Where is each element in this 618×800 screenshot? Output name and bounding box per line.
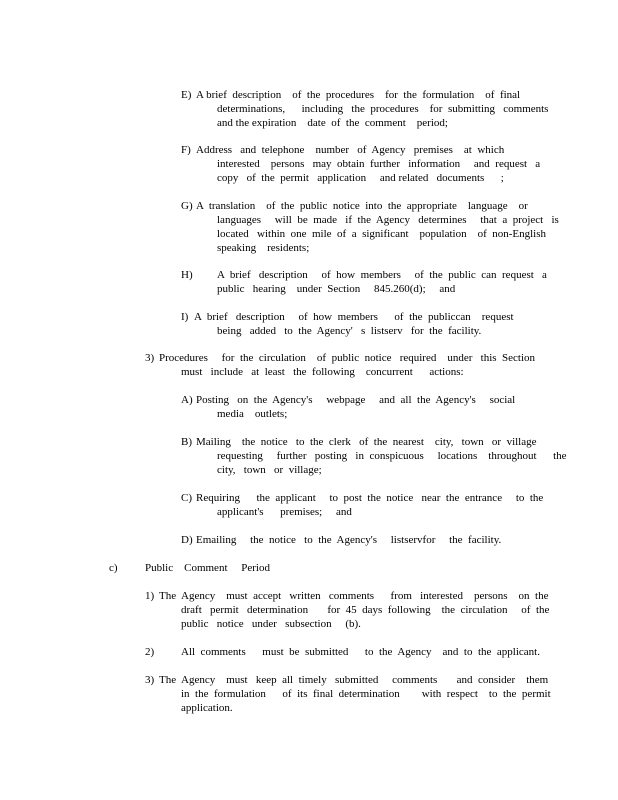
item-g-line-1: A translation of the public notice into the appropriate language or bbox=[196, 200, 528, 212]
item-1-marker: 1) bbox=[145, 590, 155, 602]
item-f-line-1: Address and telephone number of Agency premises at which bbox=[196, 144, 505, 156]
item-3b-line-2: in the formulation of its final determination with respect to the permit bbox=[181, 688, 551, 700]
item-b-line-1: Mailing the notice to the clerk of the nearest city, town or village bbox=[196, 436, 537, 448]
item-h-marker: H) bbox=[181, 269, 193, 281]
item-3b-line-1: The Agency must keep all timely submitted comments and consider them bbox=[159, 674, 549, 686]
item-i-marker: I) bbox=[181, 311, 189, 323]
item-3-marker: 3) bbox=[145, 352, 155, 364]
item-b-line-3: city, town or village; bbox=[217, 464, 322, 476]
item-e-line-2: determinations, including the procedures for submitting comments bbox=[217, 103, 549, 115]
item-c-marker: C) bbox=[181, 492, 192, 504]
item-g-line-2: languages will be made if the Agency determines that a project is bbox=[217, 214, 559, 226]
item-e-line-3: and the expiration date of the comment period; bbox=[217, 117, 448, 129]
item-3-line-1: Procedures for the circulation of public notice required under this Section bbox=[159, 352, 536, 364]
item-h-line-1: A brief description of how members of the public can request a bbox=[217, 269, 547, 281]
item-2-line-1: All comments must be submitted to the Agency and to the applicant. bbox=[181, 646, 540, 658]
item-g-line-4: speaking residents; bbox=[217, 242, 310, 254]
item-e-line-1: A brief description of the procedures for the formulation of final bbox=[196, 89, 521, 101]
item-3b-marker: 3) bbox=[145, 674, 155, 686]
item-c-line-1: Requiring the applicant to post the notice near the entrance to the bbox=[196, 492, 544, 504]
section-c-marker: c) bbox=[109, 562, 118, 574]
item-b-marker: B) bbox=[181, 436, 192, 448]
item-c-line-2: applicant's premises; and bbox=[217, 506, 352, 518]
item-a-line-1: Posting on the Agency's webpage and all the Agency's social bbox=[196, 394, 516, 406]
item-2-marker: 2) bbox=[145, 646, 155, 658]
section-c-heading: Public Comment Period bbox=[145, 562, 270, 574]
item-f-marker: F) bbox=[181, 144, 191, 156]
item-i-line-1: A brief description of how members of the publiccan request bbox=[194, 311, 514, 323]
item-b-line-2: requesting further posting in conspicuous locations throughout the bbox=[217, 450, 567, 462]
item-3-line-2: must include at least the following concurrent actions: bbox=[181, 366, 464, 378]
item-1-line-2: draft permit determination for 45 days following the circulation of the bbox=[181, 604, 550, 616]
item-i-line-2: being added to the Agency' s listserv for the facility. bbox=[217, 325, 482, 337]
item-3b-line-3: application. bbox=[181, 702, 233, 714]
item-a-line-2: media outlets; bbox=[217, 408, 288, 420]
item-g-line-3: located within one mile of a significant population of non-English bbox=[217, 228, 547, 240]
item-1-line-3: public notice under subsection (b). bbox=[181, 618, 361, 630]
item-f-line-2: interested persons may obtain further information and request a bbox=[217, 158, 541, 170]
item-a-marker: A) bbox=[181, 394, 193, 406]
item-d-line-1: Emailing the notice to the Agency's listservfor the facility. bbox=[196, 534, 502, 546]
item-g-marker: G) bbox=[181, 200, 193, 212]
item-1-line-1: The Agency must accept written comments from interested persons on the bbox=[159, 590, 549, 602]
item-f-line-3: copy of the permit application and related documents ; bbox=[217, 172, 504, 184]
item-e-marker: E) bbox=[181, 89, 192, 101]
item-d-marker: D) bbox=[181, 534, 193, 546]
item-h-line-2: public hearing under Section 845.260(d); and bbox=[217, 283, 456, 295]
